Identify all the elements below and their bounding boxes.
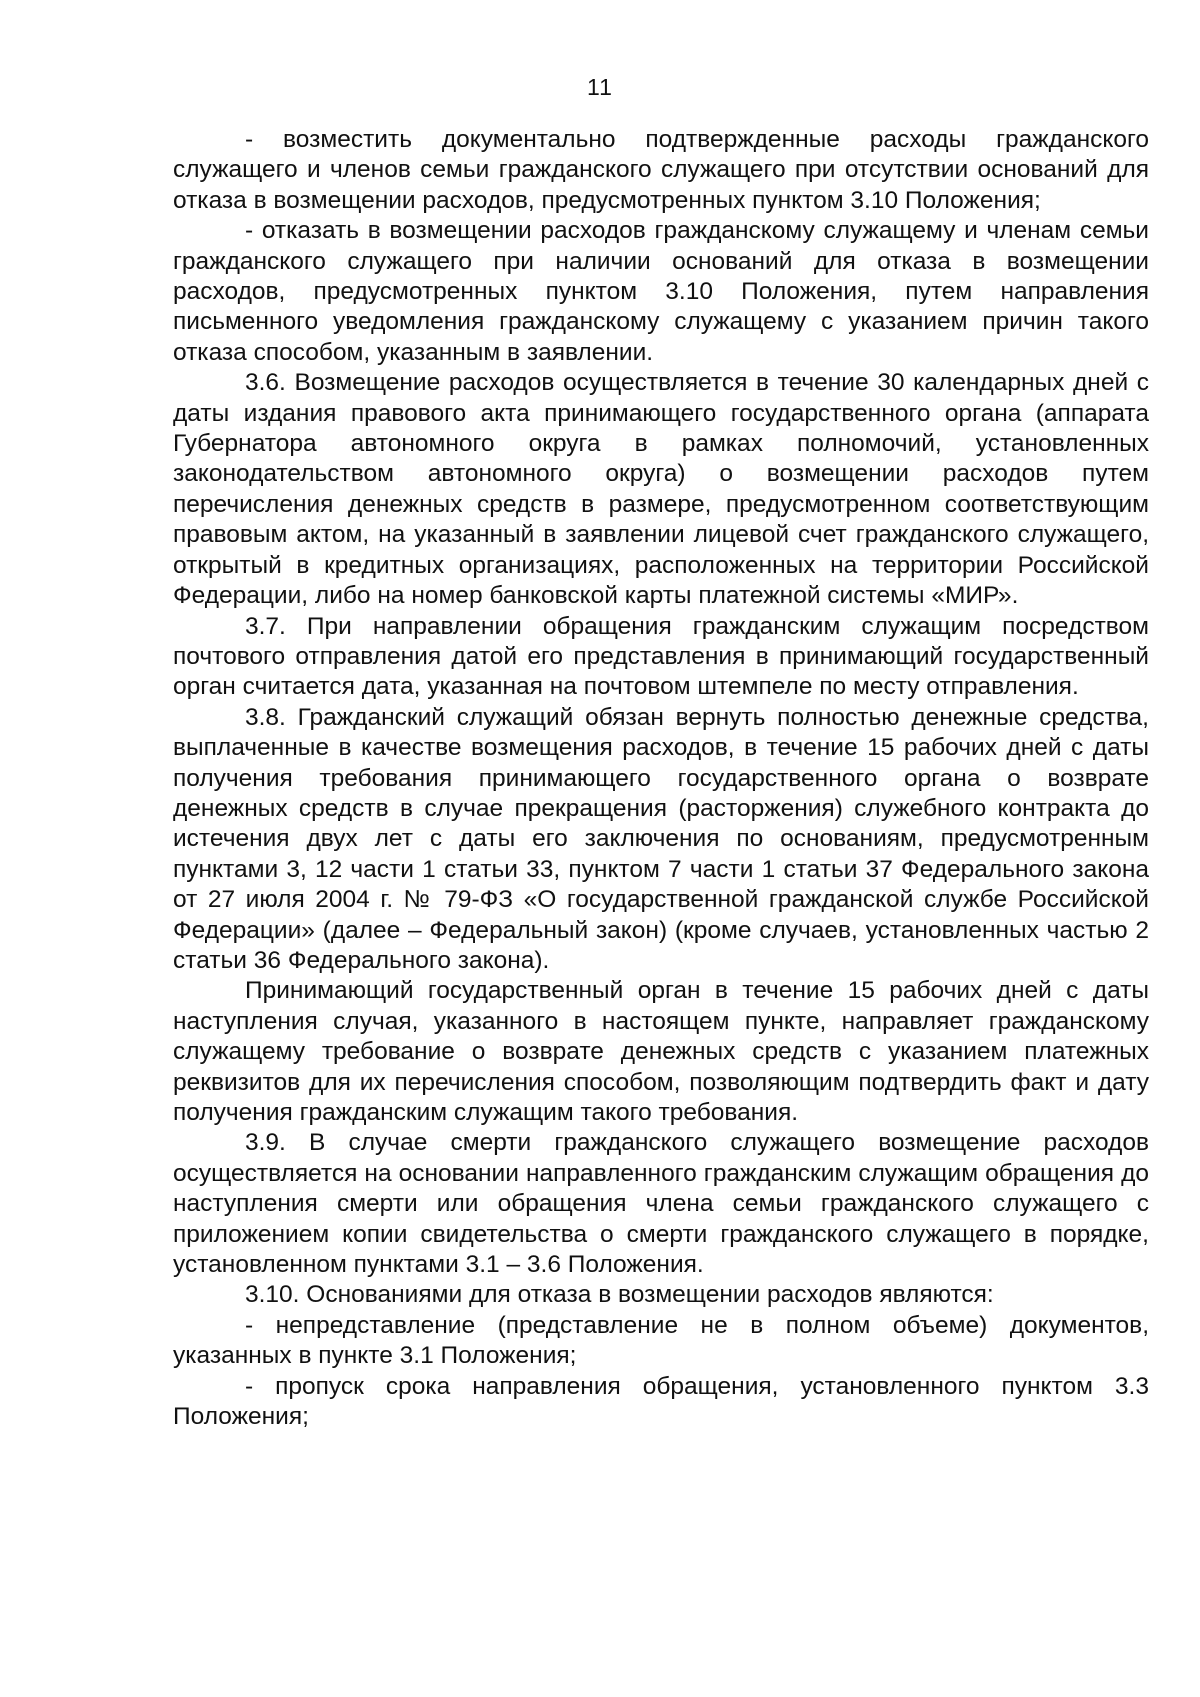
paragraph-refusal-reason-documents: - непредставление (представление не в полном объеме) документов, указанных в пункте 3.1 Положения; bbox=[173, 1311, 1149, 1370]
paragraph-refusal-reason-deadline: - пропуск срока направления обращения, установленного пунктом 3.3 Положения; bbox=[173, 1372, 1149, 1431]
paragraph-3-8: 3.8. Гражданский служащий обязан вернуть полностью денежные средства, выплаченные в качестве возмещения расходов, в течение 15 рабочих дней с даты получения требования принимающего государственного органа о возврате денежных средств в случае прекращения (расторжения) служебного контракта до истечения двух лет с даты его заключения по основаниям, предусмотренным пунктами 3, 12 части 1 статьи 33, пунктом 7 части 1 статьи 37 Федерального закона от 27 июля 2004 г. № 79-ФЗ «О государственной гражданской службе Российской Федерации» (далее – Федеральный закон) (кроме случаев, установленных частью 2 статьи 36 Федерального закона). bbox=[173, 703, 1149, 974]
paragraph-refuse-reimbursement: - отказать в возмещении расходов гражданскому служащему и членам семьи гражданского служащего при наличии оснований для отказа в возмещении расходов, предусмотренных пунктом 3.10 Положения, путем направления письменного уведомления гражданскому служащему с указанием причин такого отказа способом, указанным в заявлении. bbox=[173, 217, 1149, 366]
paragraph-3-10: 3.10. Основаниями для отказа в возмещении расходов являются: bbox=[245, 1281, 994, 1309]
paragraph-3-9: 3.9. В случае смерти гражданского служащего возмещение расходов осуществляется на основании направленного гражданским служащим обращения до наступления смерти или обращения члена семьи гражданского служащего с приложением копии свидетельства о смерти гражданского служащего в порядке, установленном пунктами 3.1 – 3.6 Положения. bbox=[173, 1129, 1149, 1279]
paragraph-3-8-continuation: Принимающий государственный орган в течение 15 рабочих дней с даты наступления случая, указанного в настоящем пункте, направляет гражданскому служащему требование о возврате денежных средств с указанием платежных реквизитов для их перечисления способом, позволяющим подтвердить факт и дату получения гражданским служащим такого требования. bbox=[173, 977, 1149, 1126]
paragraph-reimburse-expenses: - возместить документально подтвержденные расходы гражданского служащего и членов семьи гражданского служащего при отсутствии оснований для отказа в возмещении расходов, предусмотренных пунктом 3.10 Положения; bbox=[173, 126, 1149, 214]
page-number: 11 bbox=[587, 74, 613, 100]
document-body bbox=[173, 125, 1149, 1432]
paragraph-3-6: 3.6. Возмещение расходов осуществляется в течение 30 календарных дней с даты издания правового акта принимающего государственного органа (аппарата Губернатора автономного округа в рамках полномочий, установленных законодательством автономного округа) о возмещении расходов путем перечисления денежных средств в размере, предусмотренном соответствующим правовым актом, на указанный в заявлении лицевой счет гражданского служащего, открытый в кредитных организациях, расположенных на территории Российской Федерации, либо на номер банковской карты платежной системы «МИР». bbox=[173, 369, 1149, 610]
paragraph-3-7: 3.7. При направлении обращения гражданским служащим посредством почтового отправления датой его представления в принимающий государственный орган считается дата, указанная на почтовом штемпеле по месту отправления. bbox=[173, 612, 1149, 701]
